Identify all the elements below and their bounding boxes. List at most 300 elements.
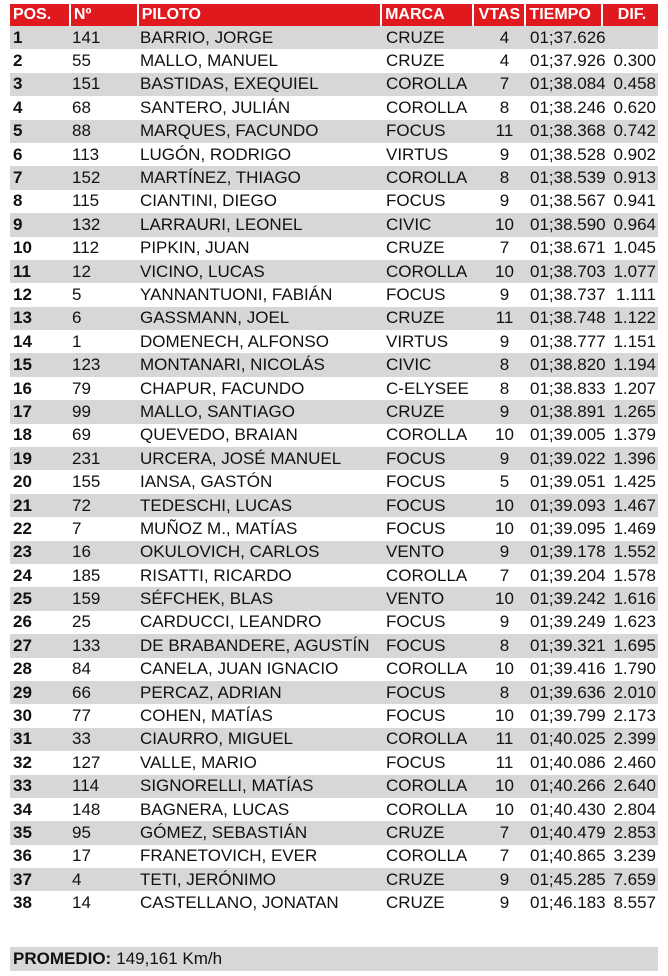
dif-cell: 2.640 — [613, 776, 656, 796]
num-cell: 185 — [72, 565, 101, 585]
num-cell: 123 — [72, 355, 101, 375]
tiempo-cell: 01;39.416 — [530, 659, 606, 679]
piloto-cell: CIAURRO, MIGUEL — [140, 729, 294, 749]
pos-cell: 21 — [13, 495, 32, 515]
marca-cell: COROLLA — [386, 261, 468, 281]
num-cell: 141 — [72, 27, 101, 47]
num-cell: 132 — [72, 214, 101, 234]
num-cell: 79 — [72, 378, 91, 398]
piloto-cell: VICINO, LUCAS — [140, 261, 265, 281]
table-row — [10, 891, 658, 914]
dif-cell: 1.265 — [613, 401, 656, 421]
tiempo-cell: 01;46.183 — [530, 893, 606, 913]
piloto-cell: BARRIO, JORGE — [140, 27, 274, 47]
piloto-cell: QUEVEDO, BRAIAN — [140, 425, 298, 445]
dif-cell: 1.194 — [613, 355, 656, 375]
num-cell: 148 — [72, 799, 101, 819]
tiempo-cell: 01;38.084 — [530, 74, 606, 94]
marca-cell: FOCUS — [386, 682, 446, 702]
num-cell: 1 — [72, 331, 82, 351]
tiempo-cell: 01;37.626 — [530, 27, 606, 47]
num-cell: 113 — [72, 144, 100, 164]
num-cell: 68 — [72, 97, 91, 117]
marca-cell: FOCUS — [386, 752, 446, 772]
marca-cell: CRUZE — [386, 308, 445, 328]
pos-cell: 10 — [13, 238, 32, 258]
pos-cell: 29 — [13, 682, 32, 702]
header-pos: POS. — [10, 4, 69, 26]
tiempo-cell: 01;39.242 — [530, 589, 606, 609]
tiempo-cell: 01;40.025 — [530, 729, 606, 749]
table-row — [10, 517, 658, 540]
table-row — [10, 120, 658, 143]
dif-cell: 7.659 — [613, 869, 656, 889]
dif-cell: 0.964 — [613, 214, 656, 234]
marca-cell: FOCUS — [386, 284, 446, 304]
marca-cell: COROLLA — [386, 799, 468, 819]
vtas-cell: 4 — [499, 27, 510, 47]
table-row — [10, 96, 658, 119]
num-cell: 84 — [72, 659, 91, 679]
marca-cell: COROLLA — [386, 659, 468, 679]
vtas-cell: 7 — [499, 565, 510, 585]
num-cell: 155 — [72, 472, 101, 492]
dif-cell: 1.695 — [613, 635, 656, 655]
pos-cell: 34 — [13, 799, 32, 819]
marca-cell: FOCUS — [386, 612, 446, 632]
marca-cell: CRUZE — [386, 51, 445, 71]
marca-cell: FOCUS — [386, 635, 446, 655]
table-row — [10, 73, 658, 96]
footer-promedio — [10, 947, 658, 971]
num-cell: 152 — [72, 168, 101, 188]
tiempo-cell: 01;38.737 — [530, 284, 606, 304]
tiempo-cell: 01;39.799 — [530, 706, 606, 726]
table-row — [10, 377, 658, 400]
dif-cell: 3.239 — [613, 846, 656, 866]
vtas-cell: 9 — [499, 191, 510, 211]
marca-cell: COROLLA — [386, 776, 468, 796]
table-row — [10, 424, 658, 447]
marca-cell: VENTO — [386, 542, 445, 562]
vtas-cell: 9 — [499, 542, 510, 562]
tiempo-cell: 01;39.051 — [530, 472, 606, 492]
table-row — [10, 26, 658, 49]
pos-cell: 1 — [13, 27, 23, 47]
dif-cell: 0.941 — [613, 191, 656, 211]
pos-cell: 23 — [13, 542, 32, 562]
marca-cell: VIRTUS — [386, 144, 449, 164]
piloto-cell: MONTANARI, NICOLÁS — [140, 355, 325, 375]
tiempo-cell: 01;40.086 — [530, 752, 606, 772]
dif-cell: 1.790 — [613, 659, 656, 679]
marca-cell: CRUZE — [386, 869, 445, 889]
tiempo-cell: 01;38.820 — [530, 355, 606, 375]
num-cell: 112 — [72, 238, 100, 258]
dif-cell: 2.853 — [613, 822, 656, 842]
marca-cell: C-ELYSEE — [386, 378, 469, 398]
pos-cell: 32 — [13, 752, 32, 772]
dif-cell: 2.399 — [613, 729, 656, 749]
tiempo-cell: 01;38.833 — [530, 378, 606, 398]
pos-cell: 5 — [13, 121, 23, 141]
pos-cell: 38 — [13, 893, 32, 913]
dif-cell: 0.620 — [613, 97, 656, 117]
tiempo-cell: 01;38.777 — [530, 331, 606, 351]
results-table — [10, 4, 658, 915]
vtas-cell: 10 — [495, 589, 514, 609]
piloto-cell: SANTERO, JULIÁN — [140, 97, 291, 117]
num-cell: 33 — [72, 729, 91, 749]
table-row — [10, 400, 658, 423]
vtas-cell: 10 — [495, 799, 514, 819]
table-row — [10, 751, 658, 774]
vtas-cell: 7 — [499, 74, 510, 94]
piloto-cell: SIGNORELLI, MATÍAS — [140, 776, 314, 796]
tiempo-cell: 01;39.178 — [530, 542, 606, 562]
piloto-cell: LARRAURI, LEONEL — [140, 214, 303, 234]
marca-cell: CRUZE — [386, 822, 445, 842]
pos-cell: 16 — [13, 378, 32, 398]
dif-cell: 1.077 — [613, 261, 656, 281]
marca-cell: FOCUS — [386, 495, 446, 515]
num-cell: 114 — [72, 776, 100, 796]
tiempo-cell: 01;40.865 — [530, 846, 606, 866]
vtas-cell: 11 — [495, 729, 514, 749]
table-row — [10, 541, 658, 564]
marca-cell: COROLLA — [386, 425, 468, 445]
table-row — [10, 658, 658, 681]
table-row — [10, 353, 658, 376]
piloto-cell: COHEN, MATÍAS — [140, 706, 273, 726]
pos-cell: 20 — [13, 472, 32, 492]
num-cell: 77 — [72, 706, 91, 726]
marca-cell: COROLLA — [386, 74, 468, 94]
vtas-cell: 10 — [495, 776, 514, 796]
vtas-cell: 10 — [495, 425, 514, 445]
num-cell: 14 — [72, 893, 91, 913]
table-row — [10, 681, 658, 704]
num-cell: 95 — [72, 822, 91, 842]
table-row — [10, 190, 658, 213]
pos-cell: 13 — [13, 308, 32, 328]
num-cell: 151 — [72, 74, 101, 94]
piloto-cell: RISATTI, RICARDO — [140, 565, 292, 585]
dif-cell: 2.010 — [613, 682, 656, 702]
pos-cell: 8 — [13, 191, 23, 211]
table-row — [10, 307, 658, 330]
num-cell: 99 — [72, 401, 91, 421]
num-cell: 159 — [72, 589, 101, 609]
table-row — [10, 775, 658, 798]
pos-cell: 18 — [13, 425, 32, 445]
table-row — [10, 821, 658, 844]
piloto-cell: DE BRABANDERE, AGUSTÍN — [140, 635, 370, 655]
tiempo-cell: 01;38.528 — [530, 144, 606, 164]
dif-cell: 1.396 — [613, 448, 656, 468]
table-row — [10, 611, 658, 634]
dif-cell: 8.557 — [613, 893, 656, 913]
vtas-cell: 8 — [499, 97, 510, 117]
vtas-cell: 9 — [499, 448, 510, 468]
tiempo-cell: 01;40.479 — [530, 822, 606, 842]
table-row — [10, 470, 658, 493]
tiempo-cell: 01;39.321 — [530, 635, 606, 655]
marca-cell: CIVIC — [386, 355, 432, 375]
vtas-cell: 10 — [495, 518, 514, 538]
vtas-cell: 11 — [495, 121, 514, 141]
vtas-cell: 10 — [495, 261, 514, 281]
piloto-cell: MUÑOZ M., MATÍAS — [140, 518, 298, 538]
marca-cell: CRUZE — [386, 401, 445, 421]
dif-cell: 1.207 — [613, 378, 656, 398]
vtas-cell: 8 — [499, 378, 510, 398]
dif-cell: 1.111 — [615, 284, 656, 304]
dif-cell: 0.300 — [613, 51, 656, 71]
piloto-cell: MALLO, SANTIAGO — [140, 401, 295, 421]
tiempo-cell: 01;39.204 — [530, 565, 606, 585]
num-cell: 115 — [72, 191, 100, 211]
header-piloto: PILOTO — [139, 4, 380, 26]
header-dif: DIF. — [603, 4, 658, 26]
tiempo-cell: 01;38.671 — [530, 238, 606, 258]
dif-cell: 0.913 — [613, 168, 656, 188]
tiempo-cell: 01;38.539 — [530, 168, 606, 188]
promedio-label: PROMEDIO: — [13, 949, 112, 968]
pos-cell: 26 — [13, 612, 32, 632]
table-row — [10, 798, 658, 821]
pos-cell: 27 — [13, 635, 32, 655]
dif-cell: 1.379 — [613, 425, 656, 445]
table-row — [10, 704, 658, 727]
table-row — [10, 868, 658, 891]
tiempo-cell: 01;39.005 — [530, 425, 606, 445]
dif-cell: 1.552 — [613, 542, 656, 562]
num-cell: 127 — [72, 752, 101, 772]
table-row — [10, 213, 658, 236]
pos-cell: 22 — [13, 518, 32, 538]
pos-cell: 24 — [13, 565, 32, 585]
tiempo-cell: 01;39.022 — [530, 448, 606, 468]
tiempo-cell: 01;38.368 — [530, 121, 606, 141]
piloto-cell: CASTELLANO, JONATAN — [140, 893, 339, 913]
marca-cell: COROLLA — [386, 565, 468, 585]
pos-cell: 37 — [13, 869, 32, 889]
piloto-cell: MARTÍNEZ, THIAGO — [140, 168, 301, 188]
num-cell: 4 — [72, 869, 82, 889]
header-vtas: VTAS — [474, 4, 524, 26]
dif-cell: 0.902 — [613, 144, 656, 164]
pos-cell: 17 — [13, 401, 32, 421]
marca-cell: CRUZE — [386, 238, 445, 258]
tiempo-cell: 01;38.567 — [530, 191, 606, 211]
pos-cell: 2 — [13, 51, 23, 71]
pos-cell: 33 — [13, 776, 32, 796]
num-cell: 231 — [72, 448, 101, 468]
pos-cell: 36 — [13, 846, 32, 866]
table-row — [10, 587, 658, 610]
piloto-cell: CIANTINI, DIEGO — [140, 191, 277, 211]
marca-cell: COROLLA — [386, 729, 468, 749]
table-row — [10, 494, 658, 517]
table-row — [10, 49, 658, 72]
marca-cell: FOCUS — [386, 448, 446, 468]
dif-cell: 1.578 — [613, 565, 656, 585]
piloto-cell: CHAPUR, FACUNDO — [140, 378, 305, 398]
dif-cell: 0.742 — [613, 121, 656, 141]
piloto-cell: DOMENECH, ALFONSO — [140, 331, 329, 351]
marca-cell: FOCUS — [386, 121, 446, 141]
pos-cell: 19 — [13, 448, 32, 468]
pos-cell: 11 — [13, 261, 31, 281]
dif-cell: 1.151 — [613, 331, 656, 351]
header-marca: MARCA — [382, 4, 472, 26]
marca-cell: FOCUS — [386, 518, 446, 538]
pos-cell: 35 — [13, 822, 32, 842]
pos-cell: 6 — [13, 144, 23, 164]
vtas-cell: 9 — [499, 893, 510, 913]
vtas-cell: 9 — [499, 869, 510, 889]
piloto-cell: LUGÓN, RODRIGO — [140, 144, 292, 164]
dif-cell: 1.616 — [613, 589, 656, 609]
marca-cell: COROLLA — [386, 846, 468, 866]
vtas-cell: 9 — [499, 144, 510, 164]
tiempo-cell: 01;38.703 — [530, 261, 606, 281]
pos-cell: 14 — [13, 331, 32, 351]
piloto-cell: PERCAZ, ADRIAN — [140, 682, 282, 702]
vtas-cell: 10 — [495, 214, 514, 234]
vtas-cell: 8 — [499, 168, 510, 188]
tiempo-cell: 01;38.590 — [530, 214, 606, 234]
vtas-cell: 9 — [499, 331, 510, 351]
num-cell: 16 — [72, 542, 91, 562]
tiempo-cell: 01;38.748 — [530, 308, 606, 328]
pos-cell: 25 — [13, 589, 32, 609]
table-row — [10, 447, 658, 470]
piloto-cell: YANNANTUONI, FABIÁN — [140, 284, 333, 304]
tiempo-cell: 01;40.430 — [530, 799, 606, 819]
table-row — [10, 143, 658, 166]
pos-cell: 30 — [13, 706, 32, 726]
marca-cell: CIVIC — [386, 214, 432, 234]
num-cell: 72 — [72, 495, 91, 515]
table-row — [10, 564, 658, 587]
dif-cell: 2.804 — [613, 799, 656, 819]
dif-cell: 1.469 — [613, 518, 656, 538]
table-row — [10, 634, 658, 657]
piloto-cell: SÉFCHEK, BLAS — [140, 589, 274, 609]
marca-cell: FOCUS — [386, 706, 446, 726]
num-cell: 88 — [72, 121, 91, 141]
tiempo-cell: 01;39.249 — [530, 612, 606, 632]
pos-cell: 12 — [13, 284, 32, 304]
table-header — [10, 4, 658, 26]
marca-cell: CRUZE — [386, 893, 445, 913]
vtas-cell: 7 — [499, 238, 510, 258]
num-cell: 6 — [72, 308, 82, 328]
piloto-cell: MARQUES, FACUNDO — [140, 121, 319, 141]
piloto-cell: URCERA, JOSÉ MANUEL — [140, 448, 342, 468]
vtas-cell: 5 — [499, 472, 510, 492]
marca-cell: CRUZE — [386, 27, 445, 47]
pos-cell: 28 — [13, 659, 32, 679]
table-row — [10, 237, 658, 260]
num-cell: 25 — [72, 612, 91, 632]
vtas-cell: 10 — [495, 706, 514, 726]
pos-cell: 9 — [13, 214, 23, 234]
pos-cell: 3 — [13, 74, 23, 94]
piloto-cell: BASTIDAS, EXEQUIEL — [140, 74, 319, 94]
tiempo-cell: 01;40.266 — [530, 776, 606, 796]
piloto-cell: IANSA, GASTÓN — [140, 472, 273, 492]
pos-cell: 7 — [13, 168, 23, 188]
vtas-cell: 11 — [495, 752, 514, 772]
marca-cell: VENTO — [386, 589, 445, 609]
vtas-cell: 9 — [499, 612, 510, 632]
marca-cell: FOCUS — [386, 191, 446, 211]
marca-cell: COROLLA — [386, 168, 468, 188]
piloto-cell: GASSMANN, JOEL — [140, 308, 290, 328]
piloto-cell: PIPKIN, JUAN — [140, 238, 250, 258]
num-cell: 17 — [72, 846, 91, 866]
piloto-cell: VALLE, MARIO — [140, 752, 257, 772]
table-row — [10, 728, 658, 751]
table-row — [10, 330, 658, 353]
marca-cell: COROLLA — [386, 97, 468, 117]
piloto-cell: BAGNERA, LUCAS — [140, 799, 290, 819]
num-cell: 7 — [72, 518, 82, 538]
dif-cell: 1.045 — [613, 238, 656, 258]
header-num: Nº — [71, 4, 137, 26]
table-body — [10, 26, 658, 915]
piloto-cell: CANELA, JUAN IGNACIO — [140, 659, 339, 679]
table-row — [10, 260, 658, 283]
table-row — [10, 166, 658, 189]
piloto-cell: GÓMEZ, SEBASTIÁN — [140, 822, 308, 842]
vtas-cell: 10 — [495, 659, 514, 679]
pos-cell: 31 — [13, 729, 32, 749]
tiempo-cell: 01;39.095 — [530, 518, 606, 538]
vtas-cell: 9 — [499, 401, 510, 421]
piloto-cell: FRANETOVICH, EVER — [140, 846, 318, 866]
dif-cell: 2.460 — [613, 752, 656, 772]
vtas-cell: 8 — [499, 682, 510, 702]
num-cell: 5 — [72, 284, 82, 304]
pos-cell: 4 — [13, 97, 23, 117]
dif-cell: 1.425 — [613, 472, 656, 492]
vtas-cell: 4 — [499, 51, 510, 71]
dif-cell: 2.173 — [613, 706, 656, 726]
marca-cell: FOCUS — [386, 472, 446, 492]
dif-cell: 1.122 — [613, 308, 656, 328]
num-cell: 133 — [72, 635, 101, 655]
tiempo-cell: 01;39.093 — [530, 495, 606, 515]
tiempo-cell: 01;39.636 — [530, 682, 606, 702]
header-tiempo: TIEMPO — [526, 4, 601, 26]
tiempo-cell: 01;38.246 — [530, 97, 606, 117]
tiempo-cell: 01;45.285 — [530, 869, 606, 889]
dif-cell: 0.458 — [613, 74, 656, 94]
num-cell: 69 — [72, 425, 91, 445]
num-cell: 55 — [72, 51, 91, 71]
piloto-cell: MALLO, MANUEL — [140, 51, 278, 71]
table-row — [10, 845, 658, 868]
marca-cell: VIRTUS — [386, 331, 449, 351]
vtas-cell: 8 — [499, 635, 510, 655]
piloto-cell: CARDUCCI, LEANDRO — [140, 612, 322, 632]
vtas-cell: 11 — [495, 308, 514, 328]
vtas-cell: 8 — [499, 355, 510, 375]
